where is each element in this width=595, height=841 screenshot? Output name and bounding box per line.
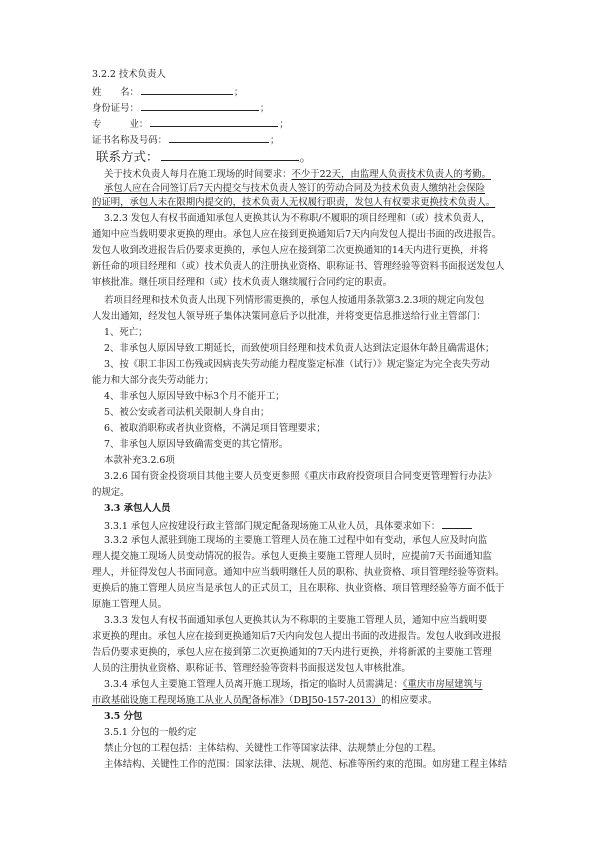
list-item-1: 1、死亡； [104, 327, 148, 338]
paragraph-331-blank[interactable] [442, 518, 472, 529]
paragraph-334-text: 3.3.4 承包人主要施工管理人员离开施工现场，指定的临时人员需满足： [104, 679, 403, 690]
name-suffix: ； [233, 87, 244, 98]
paragraph-326-line-1: 3.2.6 国有资金投资项目其他主要人员变更参照《重庆市政府投资项目合同变更管理暂行办法》 [104, 471, 497, 482]
id-number-suffix: ； [259, 103, 270, 114]
section-heading-35: 3.5 分包 [104, 711, 143, 722]
paragraph-334-line-1 [104, 678, 482, 691]
paragraph-main-structure-scope: 主体结构、关键性工作的范围：国家法律、法规、规范、标准等所约束的范围。如房建工程主体结 [104, 759, 508, 770]
list-item-4: 4、非承包人原因导致中标3个月不能开工； [104, 391, 285, 402]
list-item-6: 6、被取消职称或者执业资格，不满足项目管理要求； [104, 423, 326, 434]
name-field [92, 84, 243, 99]
list-item-3-line-1: 3、按《职工非因工伤残或因病丧失劳动能力程度鉴定标准（试行）》规定鉴定为完全丧失劳动 [104, 359, 490, 370]
paragraph-323-line-5: 审核批准。继任项目经理和（或）技术负责人继续履行合同约定的职责。 [92, 277, 393, 288]
major-suffix: ； [279, 119, 289, 130]
list-item-3-line-2: 能力和大部分丧失劳动能力； [92, 375, 214, 386]
paragraph-replace-line-2: 人发出通知，经发包人领导班子集体决策同意后予以批准，并将变更信息推送给行业主管部门： [92, 311, 486, 322]
standard-name-part-1: 《重庆市房屋建筑与 [402, 679, 483, 690]
name-blank[interactable] [141, 84, 233, 95]
section-heading-33: 3.3 承包人人员 [104, 503, 171, 514]
name-label: 姓 名： [92, 87, 139, 98]
contact-suffix: 。 [299, 149, 313, 164]
id-number-label: 身份证号： [92, 103, 139, 114]
certificate-label: 证书名称及号码： [92, 135, 168, 146]
contact-field [96, 148, 312, 165]
major-label: 专 业： [92, 119, 149, 130]
major-field [92, 116, 289, 131]
paragraph-prohibited-subcontract: 禁止分包的工程包括：主体结构、关键性工作等国家法律、法规禁止分包的工程。 [104, 743, 442, 754]
paragraph-323-line-4: 新任命的项目经理和（或）技术负责人的注册执业资格、职称证书、管理经验等资料书面报送发包人 [92, 261, 505, 272]
paragraph-331-text: 3.3.1 承包人应按建设行政主管部门规定配备现场施工从业人员，具体要求如下： [104, 521, 441, 532]
paragraph-332-line-1: 3.3.2 承包人派驻到施工现场的主要施工管理人员在施工过程中如有变动，承包人应及时向监 [104, 535, 488, 546]
certificate-suffix: ； [270, 135, 280, 146]
section-heading-322: 3.2.2 技术负责人 [92, 69, 166, 80]
contact-blank[interactable] [161, 148, 299, 161]
contact-label: 联系方式： [96, 149, 159, 164]
list-item-5: 5、被公安或者司法机关限制人身自由； [104, 407, 270, 418]
paragraph-replace-line-1: 若项目经理和技术负责人出现下列情形需更换的，承包人按通用条款第3.2.3项的规定向发包 [104, 295, 485, 306]
paragraph-331 [104, 518, 473, 533]
list-item-7: 7、非承包人原因导致确需变更的其它情形。 [104, 439, 289, 450]
paragraph-333-line-2: 求更换的理由。承包人应在接到更换通知后7天内向发包人提出书面的改进报告。发包人收到改进报 [92, 631, 502, 642]
paragraph-351: 3.5.1 分包的一般约定 [104, 727, 197, 738]
paragraph-332-line-5: 原施工管理人员。 [92, 599, 168, 610]
paragraph-332-line-3: 理人，并征得发包人书面同意。通知中应当载明继任人员的职称、执业资格、项目管理经验等资料。 [92, 567, 505, 578]
paragraph-323-line-1: 3.2.3 发包人有权书面通知承包人更换其认为不称职/不履职的项目经理和（或）技术负责人， [104, 213, 491, 224]
paragraph-334-line-2 [92, 694, 437, 707]
paragraph-333-line-1: 3.3.3 发包人有权书面通知承包人更换其认为不称职的主要施工管理人员，通知中应当载明要 [104, 615, 488, 626]
id-number-blank[interactable] [141, 100, 259, 111]
paragraph-332-line-2: 理人提交施工现场人员变动情况的报告。承包人更换主要施工管理人员时，应提前7天书面通知监 [92, 551, 492, 562]
paragraph-contract-line-2: 的证明，承包人未在限期内提交的，技术负责人无权履行职责，发包人有权要求更换技术负责人。 [92, 197, 496, 208]
paragraph-time-requirement [104, 168, 491, 181]
certificate-blank[interactable] [169, 132, 269, 143]
paragraph-contract-line-1: 承包人应在合同签订后7天内提交与技术负责人签订的劳动合同及为技术负责人缴纳社会保险 [104, 183, 485, 194]
major-blank[interactable] [150, 116, 278, 127]
certificate-field [92, 132, 279, 147]
time-requirement-text: 关于技术负责人每月在施工现场的时间要求： [104, 169, 292, 180]
standard-name-part-2: 市政基础设施工程现场施工从业人员配备标准》（DBJ50-157-2013） [92, 695, 382, 706]
paragraph-323-line-3: 发包人收到改进报告后仍要求更换的，承包人应在接到第二次更换通知的14天内进行更换，并将 [92, 245, 489, 256]
paragraph-333-line-3: 告后仍要求更换的，承包人应在接到第二次更换通知的7天内进行更换，并将新派的主要施工管理 [92, 647, 492, 658]
paragraph-323-line-2: 通知中应当载明要求更换的理由。承包人应在接到更换通知后7天内向发包人提出书面的改进报告。 [92, 229, 502, 240]
paragraph-333-line-4: 人员的注册执业资格、职称证书、管理经验等资料书面报送发包人审核批准。 [92, 663, 411, 674]
supplement-note: 本款补充3.2.6项 [104, 455, 175, 466]
paragraph-332-line-4: 更换后的施工管理人员应当是承包人的正式员工，且在职称、执业资格、项目管理经验等方面不低于 [92, 583, 505, 594]
time-requirement-value: 不少于22天，由监理人负责技术负责人的考勤。 [291, 169, 491, 180]
paragraph-334-ending: 的相应要求。 [381, 695, 438, 706]
id-number-field [92, 100, 269, 115]
list-item-2: 2、非承包人原因导致工期延长，而致使项目经理和技术负责人达到法定退休年龄且确需退休； [104, 343, 495, 354]
paragraph-326-line-2: 的规定。 [92, 487, 130, 498]
